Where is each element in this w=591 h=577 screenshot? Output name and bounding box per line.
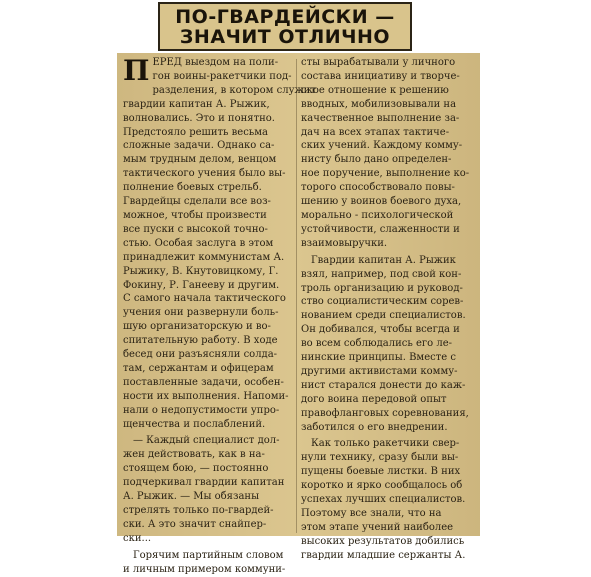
article-paragraph: Горячим партийным словом и личным примером коммуни- [123, 549, 286, 575]
article-column-left [123, 54, 316, 575]
column-divider [296, 59, 297, 533]
paragraph-text: ЕРЕД выездом на поли- гон воины-ракетчики под- разделения, в котором служит гвардии капитан А. Рыжик, волновались. Это и понятно. Предстояло решить весьма сложные задачи. Однако са- мым трудным делом, венцом тактического учения было вы- полнение боевых стрельб. Гвардейцы сделали все воз- можное, чтобы произвести все пуски с высокой точно- стью. Особая заслуга в этом принадлежит коммунистам А. Рыжику, В. Кнутовицкому, Г. Фокину, Р. Ганееву и другим. С самого начала тактического учения они развернули боль- шую организаторскую и во- спитательную работу. В ходе бесед они разъясняли солда- там, сержантам и офицерам поставленные задачи, особен- ности их выполнения. Напоми- нали о недопустимости упро- щенчества и послаблений. [123, 57, 316, 430]
headline-line-2: ЗНАЧИТ ОТЛИЧНО [179, 25, 391, 48]
newspaper-clipping [117, 53, 480, 575]
article-paragraph: Гвардии капитан А. Рыжик взял, например, под свой кон- троль организацию и руковод- ство социалистическим сорев- нованием среди специалистов. Он добивался, чтобы всегда и во всем соблюдались его ле- нинские принципы. Вместе с другими активистами комму- нист старался донести до каж- дого воина передовой опыт правофланговых соревнования, заботился о его внедрении. [301, 254, 469, 433]
headline-line-1: ПО-ГВАРДЕЙСКИ — [175, 5, 395, 28]
drop-cap: П [123, 54, 150, 87]
article-paragraph [123, 54, 316, 431]
article-column-right [301, 56, 473, 561]
article-paragraph: Как только ракетчики свер- нули технику, сразу были вы- пущены боевые листки. В них коротко и ярко сообщалось об успехах лучших специалистов. Поэтому все знали, что на этом этапе учений наиболее высоких результатов добились гвардии младшие сержанты А. [301, 438, 466, 561]
headline-banner [158, 2, 412, 51]
article-paragraph: — Каждый специалист дол- жен действовать, как в на- стоящем бою, — постоянно подчеркивал гвардии капитан А. Рыжик. — Мы обязаны стрелять только по-гвардей- ски. А это значит снайпер- ски... [123, 435, 285, 544]
article-paragraph: сты вырабатывали у личного состава инициативу и творче- ское отношение к решению вводных, мобилизовывали на качественное выполнение за- дач на всех этапах тактиче- ских учений. Каждому комму- нисту было дано определен- ное поручение, выполнение ко- торого способствовало повы- шению у воинов боевого духа, морально - психологической устойчивости, слаженности и взаимовыручки. [301, 57, 470, 249]
